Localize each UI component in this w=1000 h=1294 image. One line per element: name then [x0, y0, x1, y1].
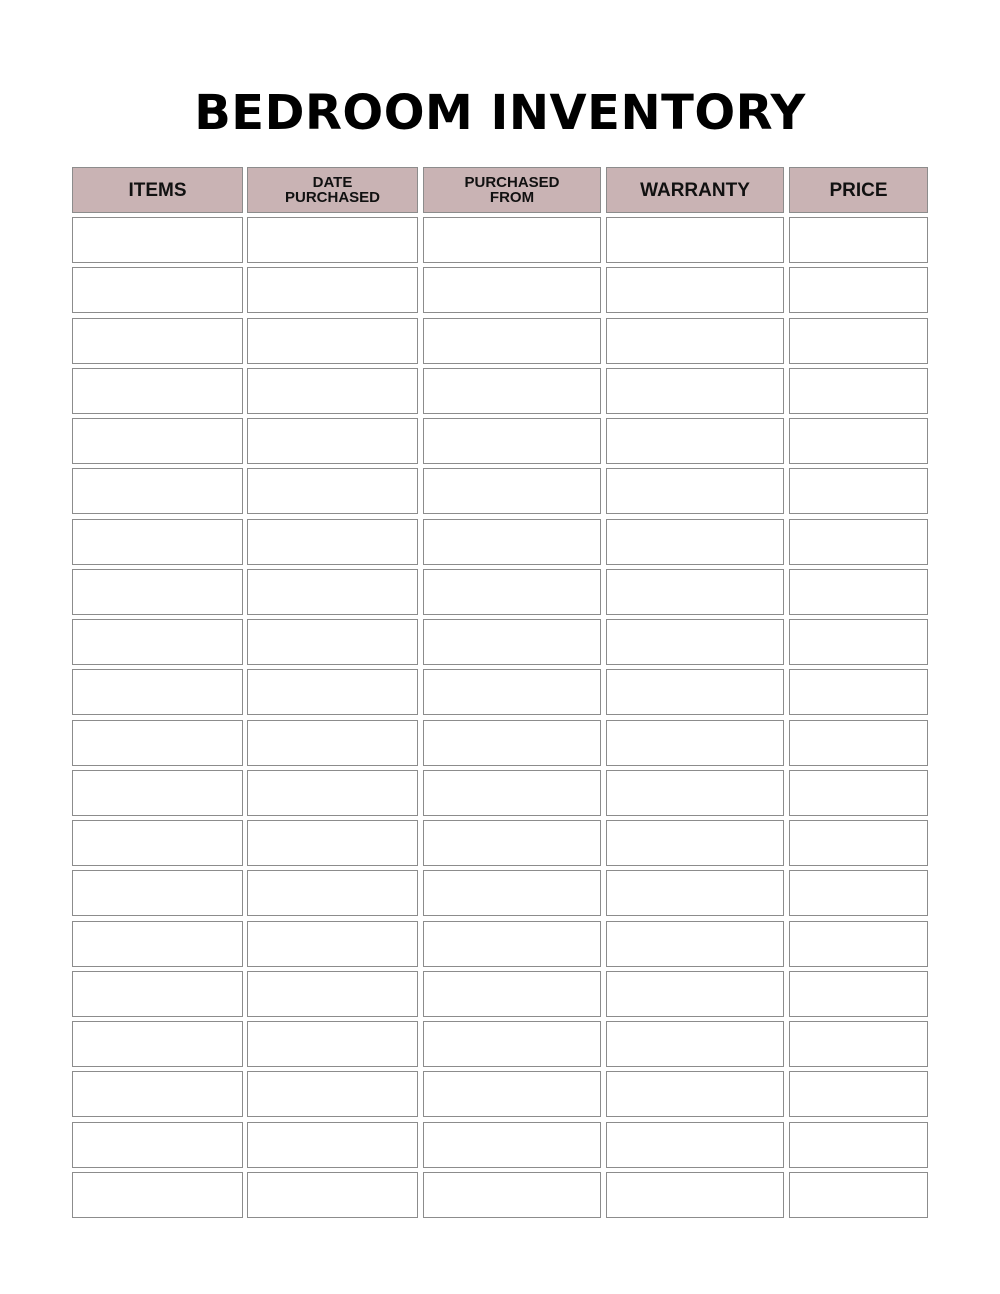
table-cell-items[interactable] [72, 318, 243, 364]
table-cell-warranty[interactable] [606, 870, 784, 916]
table-cell-date-purchased[interactable] [247, 669, 418, 715]
table-cell-price[interactable] [789, 619, 928, 665]
column-header-label-line: FROM [489, 189, 535, 206]
column-header-label-line: WARRANTY [640, 179, 750, 201]
table-cell-warranty[interactable] [606, 468, 784, 514]
table-cell-purchased-from[interactable] [423, 1172, 601, 1218]
table-cell-purchased-from[interactable] [423, 720, 601, 766]
table-cell-purchased-from[interactable] [423, 217, 601, 263]
table-cell-warranty[interactable] [606, 820, 784, 866]
table-cell-purchased-from[interactable] [423, 267, 601, 313]
column-header-items [72, 167, 243, 213]
table-cell-items[interactable] [72, 569, 243, 615]
table-cell-items[interactable] [72, 870, 243, 916]
table-cell-date-purchased[interactable] [247, 217, 418, 263]
table-cell-items[interactable] [72, 368, 243, 414]
table-cell-items[interactable] [72, 1071, 243, 1117]
table-cell-price[interactable] [789, 519, 928, 565]
table-cell-warranty[interactable] [606, 519, 784, 565]
table-cell-price[interactable] [789, 1122, 928, 1168]
column-header-label-line: PURCHASED [464, 174, 560, 191]
table-cell-purchased-from[interactable] [423, 468, 601, 514]
table-cell-items[interactable] [72, 820, 243, 866]
column-header-label [640, 181, 750, 200]
table-cell-purchased-from[interactable] [423, 870, 601, 916]
table-cell-price[interactable] [789, 267, 928, 313]
table-cell-warranty[interactable] [606, 1172, 784, 1218]
column-header-label [128, 181, 186, 200]
table-cell-date-purchased[interactable] [247, 418, 418, 464]
table-cell-items[interactable] [72, 1021, 243, 1067]
table-cell-date-purchased[interactable] [247, 1021, 418, 1067]
table-cell-warranty[interactable] [606, 770, 784, 816]
table-cell-items[interactable] [72, 720, 243, 766]
table-cell-warranty[interactable] [606, 669, 784, 715]
table-cell-items[interactable] [72, 468, 243, 514]
table-cell-price[interactable] [789, 770, 928, 816]
table-cell-date-purchased[interactable] [247, 468, 418, 514]
table-cell-price[interactable] [789, 921, 928, 967]
table-cell-warranty[interactable] [606, 921, 784, 967]
table-cell-items[interactable] [72, 921, 243, 967]
table-cell-purchased-from[interactable] [423, 368, 601, 414]
table-cell-price[interactable] [789, 418, 928, 464]
table-cell-warranty[interactable] [606, 1021, 784, 1067]
table-cell-items[interactable] [72, 1122, 243, 1168]
table-cell-price[interactable] [789, 468, 928, 514]
table-cell-price[interactable] [789, 1071, 928, 1117]
table-cell-items[interactable] [72, 770, 243, 816]
table-cell-purchased-from[interactable] [423, 418, 601, 464]
table-cell-date-purchased[interactable] [247, 1122, 418, 1168]
table-cell-items[interactable] [72, 519, 243, 565]
table-cell-purchased-from[interactable] [423, 669, 601, 715]
column-header-price [789, 167, 928, 213]
table-cell-purchased-from[interactable] [423, 519, 601, 565]
table-cell-purchased-from[interactable] [423, 921, 601, 967]
table-cell-date-purchased[interactable] [247, 1071, 418, 1117]
column-header-label-line: DATE [312, 174, 353, 191]
table-cell-warranty[interactable] [606, 318, 784, 364]
table-cell-date-purchased[interactable] [247, 318, 418, 364]
table-cell-warranty[interactable] [606, 720, 784, 766]
page-title: BEDROOM INVENTORY [194, 85, 806, 141]
table-cell-items[interactable] [72, 971, 243, 1017]
table-cell-date-purchased[interactable] [247, 720, 418, 766]
column-header-label [285, 175, 380, 205]
table-cell-warranty[interactable] [606, 267, 784, 313]
table-cell-warranty[interactable] [606, 418, 784, 464]
table-cell-purchased-from[interactable] [423, 619, 601, 665]
table-cell-warranty[interactable] [606, 1122, 784, 1168]
table-cell-purchased-from[interactable] [423, 569, 601, 615]
table-cell-items[interactable] [72, 1172, 243, 1218]
table-cell-warranty[interactable] [606, 971, 784, 1017]
table-cell-purchased-from[interactable] [423, 770, 601, 816]
table-cell-purchased-from[interactable] [423, 820, 601, 866]
table-cell-items[interactable] [72, 267, 243, 313]
table-cell-date-purchased[interactable] [247, 569, 418, 615]
table-cell-price[interactable] [789, 1172, 928, 1218]
table-cell-purchased-from[interactable] [423, 318, 601, 364]
table-cell-purchased-from[interactable] [423, 1021, 601, 1067]
table-cell-price[interactable] [789, 1021, 928, 1067]
table-cell-price[interactable] [789, 318, 928, 364]
column-header-label-line: PURCHASED [284, 189, 380, 206]
table-cell-price[interactable] [789, 971, 928, 1017]
column-header-label [464, 175, 559, 205]
table-cell-items[interactable] [72, 669, 243, 715]
table-cell-warranty[interactable] [606, 569, 784, 615]
table-cell-price[interactable] [789, 870, 928, 916]
table-cell-date-purchased[interactable] [247, 820, 418, 866]
table-cell-price[interactable] [789, 720, 928, 766]
table-cell-date-purchased[interactable] [247, 921, 418, 967]
table-cell-date-purchased[interactable] [247, 368, 418, 414]
table-cell-warranty[interactable] [606, 368, 784, 414]
table-cell-purchased-from[interactable] [423, 1071, 601, 1117]
table-cell-items[interactable] [72, 217, 243, 263]
column-header-warranty [606, 167, 784, 213]
column-header-purchased-from [423, 167, 601, 213]
table-cell-price[interactable] [789, 217, 928, 263]
table-cell-date-purchased[interactable] [247, 267, 418, 313]
table-cell-date-purchased[interactable] [247, 770, 418, 816]
table-cell-purchased-from[interactable] [423, 971, 601, 1017]
table-cell-price[interactable] [789, 820, 928, 866]
table-cell-items[interactable] [72, 619, 243, 665]
table-cell-purchased-from[interactable] [423, 1122, 601, 1168]
table-cell-warranty[interactable] [606, 619, 784, 665]
column-header-label-line: ITEMS [128, 179, 187, 201]
table-cell-warranty[interactable] [606, 1071, 784, 1117]
column-header-date-purchased [247, 167, 418, 213]
column-header-label [829, 181, 887, 200]
table-cell-date-purchased[interactable] [247, 971, 418, 1017]
table-cell-price[interactable] [789, 669, 928, 715]
table-cell-items[interactable] [72, 418, 243, 464]
column-header-label-line: PRICE [829, 179, 888, 201]
table-cell-date-purchased[interactable] [247, 870, 418, 916]
table-cell-date-purchased[interactable] [247, 519, 418, 565]
table-cell-price[interactable] [789, 368, 928, 414]
table-cell-date-purchased[interactable] [247, 1172, 418, 1218]
table-cell-price[interactable] [789, 569, 928, 615]
table-cell-date-purchased[interactable] [247, 619, 418, 665]
table-cell-warranty[interactable] [606, 217, 784, 263]
